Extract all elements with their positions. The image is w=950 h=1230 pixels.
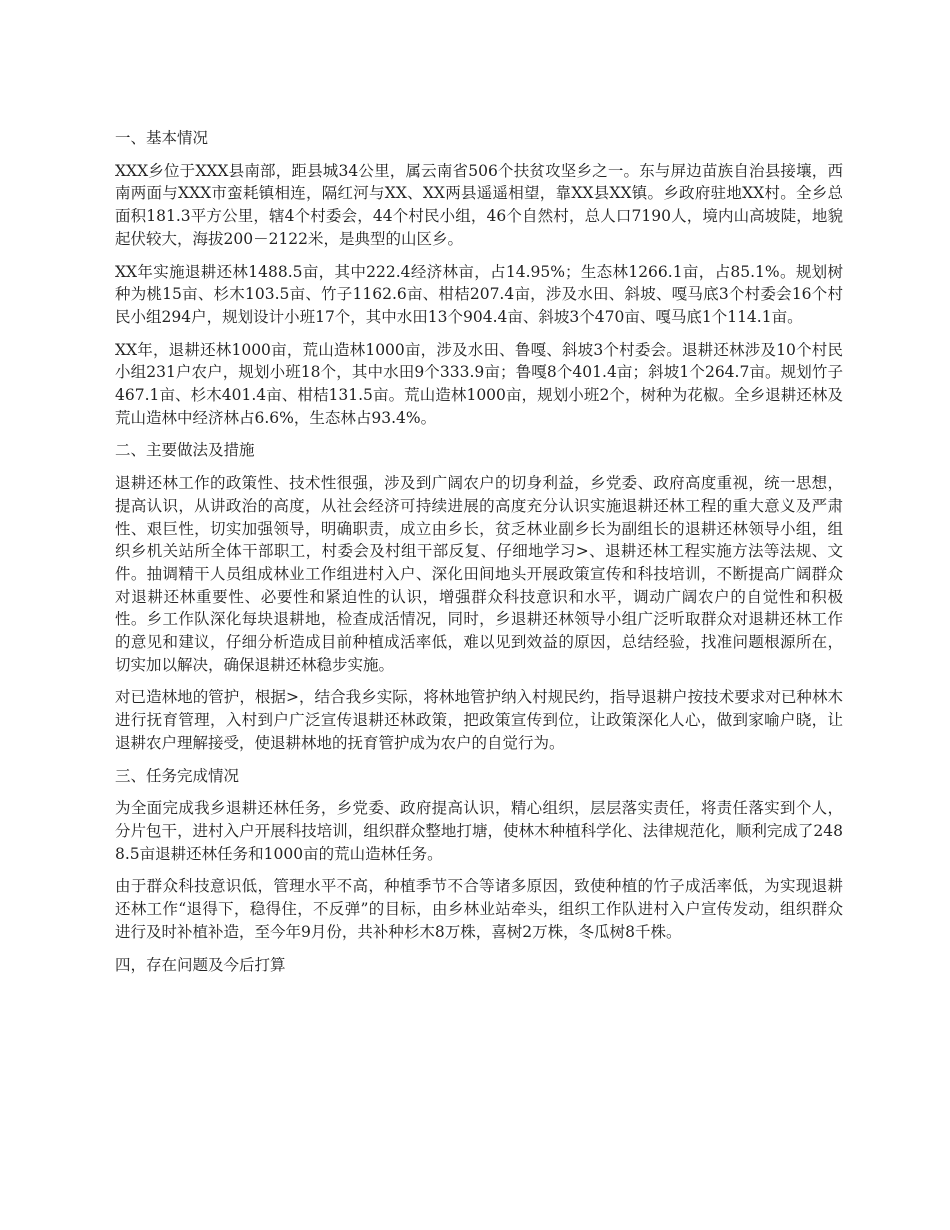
paragraph: XX年实施退耕还林1488.5亩，其中222.4经济林亩，占14.95%；生态林1266.1亩，占85.1%。规划树种为桃15亩、杉木103.5亩、竹子1162.6亩、柑桔207.4亩，涉及水田、斜坡、嘎马底3个村委会16个村民小组294户，规划设计小班17个，其中水田13个904.4亩、斜坡3个470亩、嘎马底1个114.1亩。 — [115, 262, 843, 326]
paragraph: 为全面完成我乡退耕还林任务，乡党委、政府提高认识，精心组织，层层落实责任，将责任落实到个人，分片包干，进村入户开展科技培训，组织群众整地打塘，使林木种植科学化、法律规范化，顺利完成了2488.5亩退耕还林任务和1000亩的荒山造林任务。 — [115, 799, 843, 863]
paragraph: 由于群众科技意识低，管理水平不高，种植季节不合等诸多原因，致使种植的竹子成活率低，为实现退耕还林工作“退得下，稳得住，不反弹”的目标，由乡林业站牵头，组织工作队进村入户宣传发动，组织群众进行及时补植补造，至今年9月份，共补种杉木8万株，喜树2万株，冬瓜树8千株。 — [115, 877, 843, 941]
section-heading: 二、主要做法及措施 — [115, 441, 255, 460]
section-1 — [115, 127, 843, 429]
paragraph: XX年，退耕还林1000亩，荒山造林1000亩，涉及水田、鲁嘎、斜坡3个村委会。退耕还林涉及10个村民小组231户农户，规划小班18个，其中水田9个333.9亩；鲁嘎8个401.4亩；斜坡1个264.7亩。规划竹子467.1亩、杉木401.4亩、柑桔131.5亩。荒山造林1000亩，规划小班2个，树种为花椒。全乡退耕还林及荒山造林中经济林占6.6%，生态林占93.4%。 — [115, 340, 843, 427]
paragraph: 对已造林地的管护，根据>，结合我乡实际，将林地管护纳入村规民约，指导退耕户按技术要求对已种林木进行抚育管理，入村到户广泛宣传退耕还林政策，把政策宣传到位，让政策深化人心，做到家喻户晓，让退耕农户理解接受，使退耕林地的抚育管护成为农户的自觉行为。 — [115, 688, 843, 752]
document-body — [115, 127, 843, 986]
section-heading: 四，存在问题及今后打算 — [115, 955, 286, 974]
paragraph: XXX乡位于XXX县南部，距县城34公里，属云南省506个扶贫攻坚乡之一。东与屏边苗族自治县接壤，西南两面与XXX市蛮耗镇相连，隔红河与XX、XX两县遥遥相望，靠XX县XX镇。乡政府驻地XX村。全乡总面积181.3平方公里，辖4个村委会，44个村民小组，46个自然村，总人口7190人，境内山高坡陡，地貌起伏较大，海拔200－2122米，是典型的山区乡。 — [115, 161, 843, 248]
section-heading: 三、任务完成情况 — [115, 766, 240, 785]
section-4 — [115, 954, 843, 977]
paragraph: 退耕还林工作的政策性、技术性很强，涉及到广阔农户的切身利益，乡党委、政府高度重视，统一思想，提高认识，从讲政治的高度，从社会经济可持续进展的高度充分认识实施退耕还林工程的重大意义及严肃性、艰巨性，切实加强领导，明确职责，成立由乡长，贫乏林业副乡长为副组长的退耕还林领导小组，组织乡机关站所全体干部职工，村委会及村组干部反复、仔细地学习>、退耕还林工程实施方法等法规、文件。抽调精干人员组成林业工作组进村入户、深化田间地头开展政策宣传和科技培训，不断提高广阔群众对退耕还林重要性、必要性和紧迫性的认识，增强群众科技意识和水平，调动广阔农户的自觉性和积极性。乡工作队深化每块退耕地，检查成活情况，同时，乡退耕还林领导小组广泛听取群众对退耕还林工作的意见和建议，仔细分析造成目前种植成活率低，难以见到效益的原因，总结经验，找准问题根源所在，切实加以解决，确保退耕还林稳步实施。 — [115, 474, 843, 674]
section-3 — [115, 765, 843, 944]
section-heading: 一、基本情况 — [115, 129, 209, 147]
section-2 — [115, 439, 843, 754]
